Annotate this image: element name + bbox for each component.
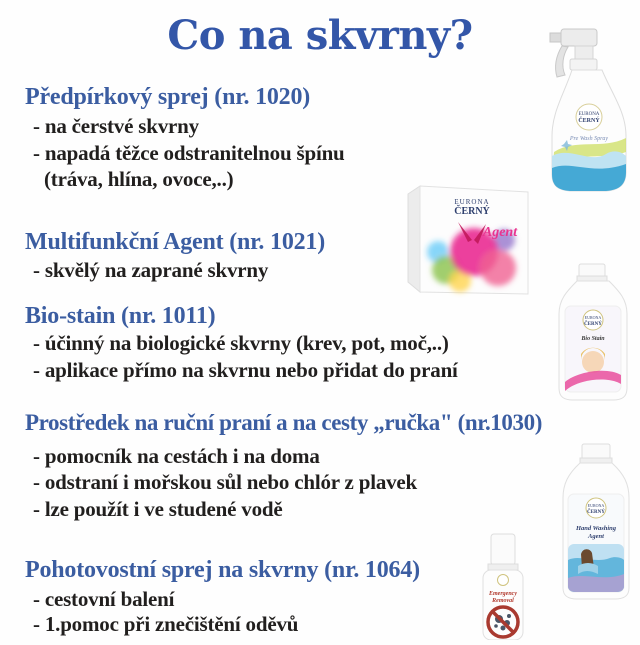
section-heading: Bio-stain (nr. 1011) bbox=[25, 303, 216, 329]
bullet-line: - skvělý na zaprané skvrny bbox=[33, 258, 269, 282]
agent-box-icon bbox=[402, 178, 534, 300]
section-heading: Pohotovostní sprej na skvrny (nr. 1064) bbox=[25, 557, 420, 583]
bullet-line: - odstraní i mořskou sůl nebo chlór z plavek bbox=[33, 470, 418, 494]
product-image-agent-box bbox=[402, 178, 534, 300]
emergency-spray-bottle-icon bbox=[470, 532, 536, 640]
product-image-bio-stain-bottle bbox=[548, 262, 638, 402]
product-label: Pre Wash Spray bbox=[569, 136, 609, 142]
bullet-line: - napadá těžce odstranitelnou špínu bbox=[33, 141, 345, 165]
trigger-spray-bottle-icon bbox=[540, 24, 636, 196]
product-label-line2: Removal bbox=[492, 598, 514, 604]
brand-crest-icon bbox=[583, 310, 603, 330]
brand-crest-icon bbox=[498, 575, 509, 586]
brand-name-line1: EURONA bbox=[454, 198, 490, 206]
product-label: Agent bbox=[482, 225, 518, 240]
bullet-line: - aplikace přímo na skvrnu nebo přidat do praní bbox=[33, 358, 458, 382]
bullet-line: - na čerstvé skvrny bbox=[33, 114, 199, 138]
product-image-emergency-spray bbox=[470, 532, 536, 640]
bullet-line: - cestovní balení bbox=[33, 587, 175, 611]
bullet-line: - 1.pomoc při znečištění oděvů bbox=[33, 612, 299, 636]
product-label-line1: Emergency bbox=[489, 591, 517, 597]
product-label-line2: Agent bbox=[588, 533, 604, 540]
brand-name-line2: ČERNÝ bbox=[578, 118, 600, 124]
brand-name-line2: ČERNÝ bbox=[584, 322, 602, 327]
section-heading: Prostředek na ruční praní a na cesty „ručka" (nr.1030) bbox=[25, 410, 542, 435]
brand-name-line2: ČERNÝ bbox=[587, 510, 605, 515]
product-image-pre-wash-spray bbox=[540, 24, 636, 196]
product-label: Bio Stain bbox=[581, 336, 605, 342]
brand-crest-icon bbox=[586, 498, 606, 518]
product-image-hand-wash-bottle bbox=[554, 442, 638, 602]
brand-name-line1: EURONA bbox=[584, 315, 602, 320]
product-label-line1: Hand Washing bbox=[575, 525, 617, 532]
section-heading: Předpírkový sprej (nr. 1020) bbox=[25, 84, 311, 110]
bullet-line: - pomocník na cestách i na doma bbox=[33, 444, 320, 468]
page-title: Co na skvrny? bbox=[167, 12, 473, 59]
bullet-line: - účinný na biologické skvrny (krev, pot, moč,..) bbox=[33, 331, 449, 355]
hand-wash-bottle-icon bbox=[554, 442, 638, 602]
section-heading: Multifunkční Agent (nr. 1021) bbox=[25, 229, 326, 255]
child-face bbox=[582, 351, 604, 373]
brand-crest-icon bbox=[576, 104, 602, 130]
bio-stain-bottle-icon bbox=[548, 262, 638, 402]
bullet-line: - lze použít i ve studené vodě bbox=[33, 497, 283, 521]
brand-name-line1: EURONA bbox=[578, 112, 600, 117]
brand-name-line1: EURONA bbox=[587, 503, 605, 508]
brand-name-line2: ČERNÝ bbox=[454, 206, 490, 217]
bullet-line: (tráva, hlína, ovoce,..) bbox=[44, 167, 234, 191]
